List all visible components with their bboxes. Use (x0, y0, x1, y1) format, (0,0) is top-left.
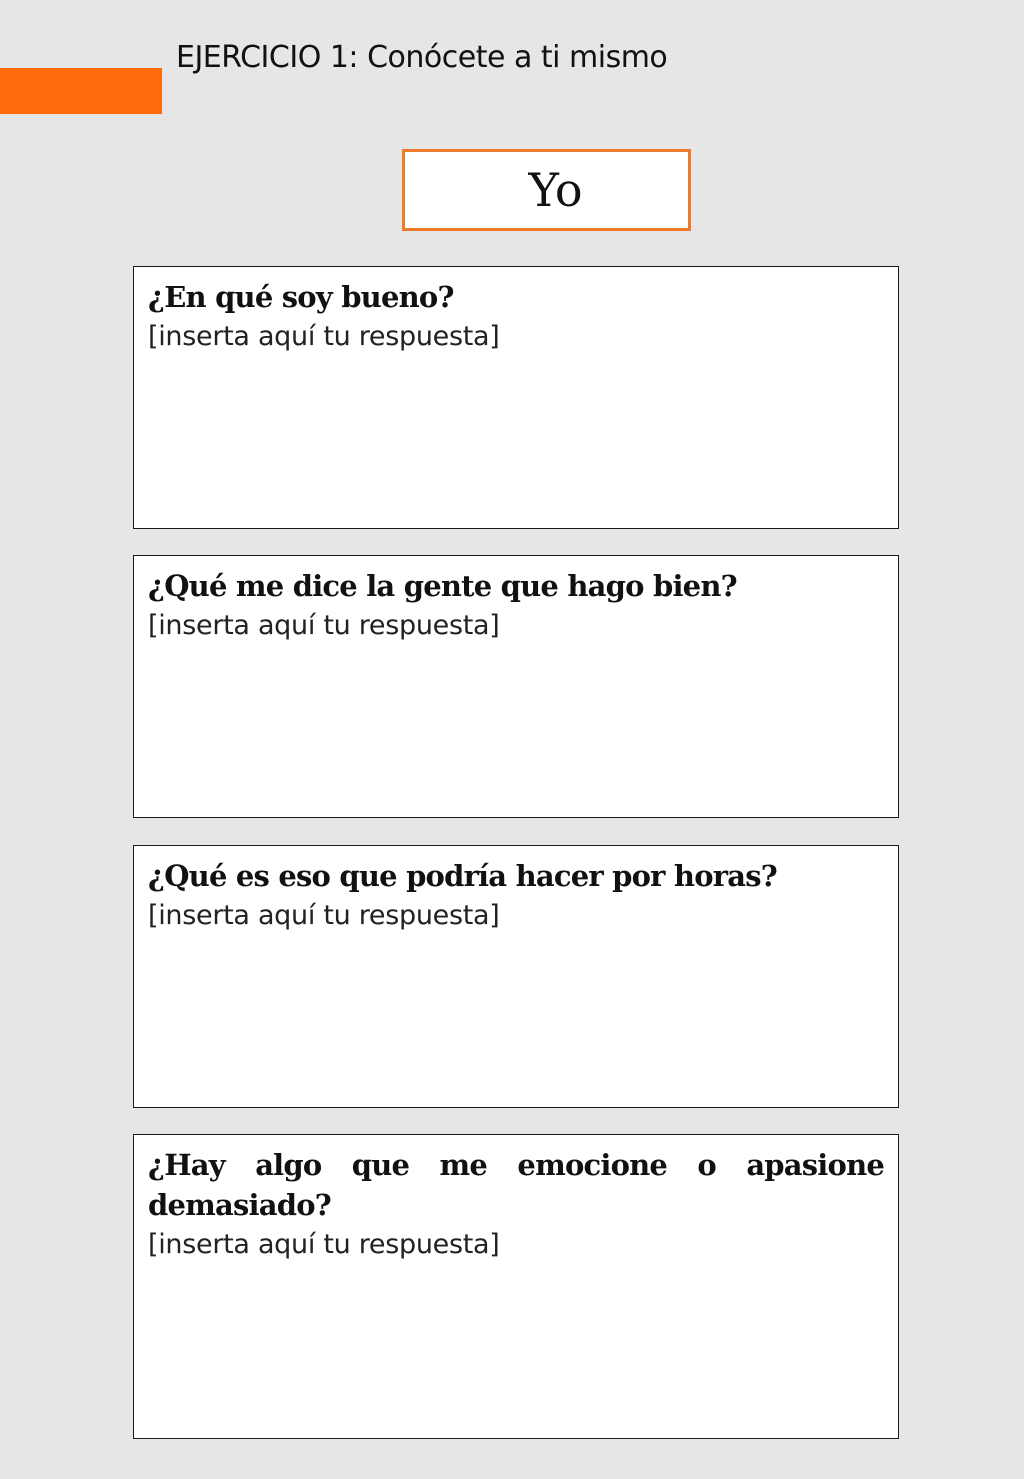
question-box-1[interactable] (133, 266, 899, 529)
answer-placeholder[interactable]: [inserta aquí tu respuesta] (148, 900, 500, 931)
orange-accent-bar (0, 68, 162, 114)
question-heading: ¿En qué soy bueno? (148, 280, 454, 314)
question-heading: ¿Hay algo que me emocione o apasione demasiado? (148, 1148, 884, 1222)
answer-placeholder[interactable]: [inserta aquí tu respuesta] (148, 321, 500, 352)
question-box-4[interactable] (133, 1134, 899, 1439)
question-box-2[interactable] (133, 555, 899, 818)
question-heading: ¿Qué me dice la gente que hago bien? (148, 569, 737, 603)
page-title: EJERCICIO 1: Conócete a ti mismo (176, 40, 668, 75)
answer-placeholder[interactable]: [inserta aquí tu respuesta] (148, 610, 500, 641)
question-heading: ¿Qué es eso que podría hacer por horas? (148, 859, 777, 893)
question-box-3[interactable] (133, 845, 899, 1108)
yo-label: Yo (528, 163, 583, 217)
answer-placeholder[interactable]: [inserta aquí tu respuesta] (148, 1229, 500, 1260)
yo-label-box (402, 149, 691, 231)
